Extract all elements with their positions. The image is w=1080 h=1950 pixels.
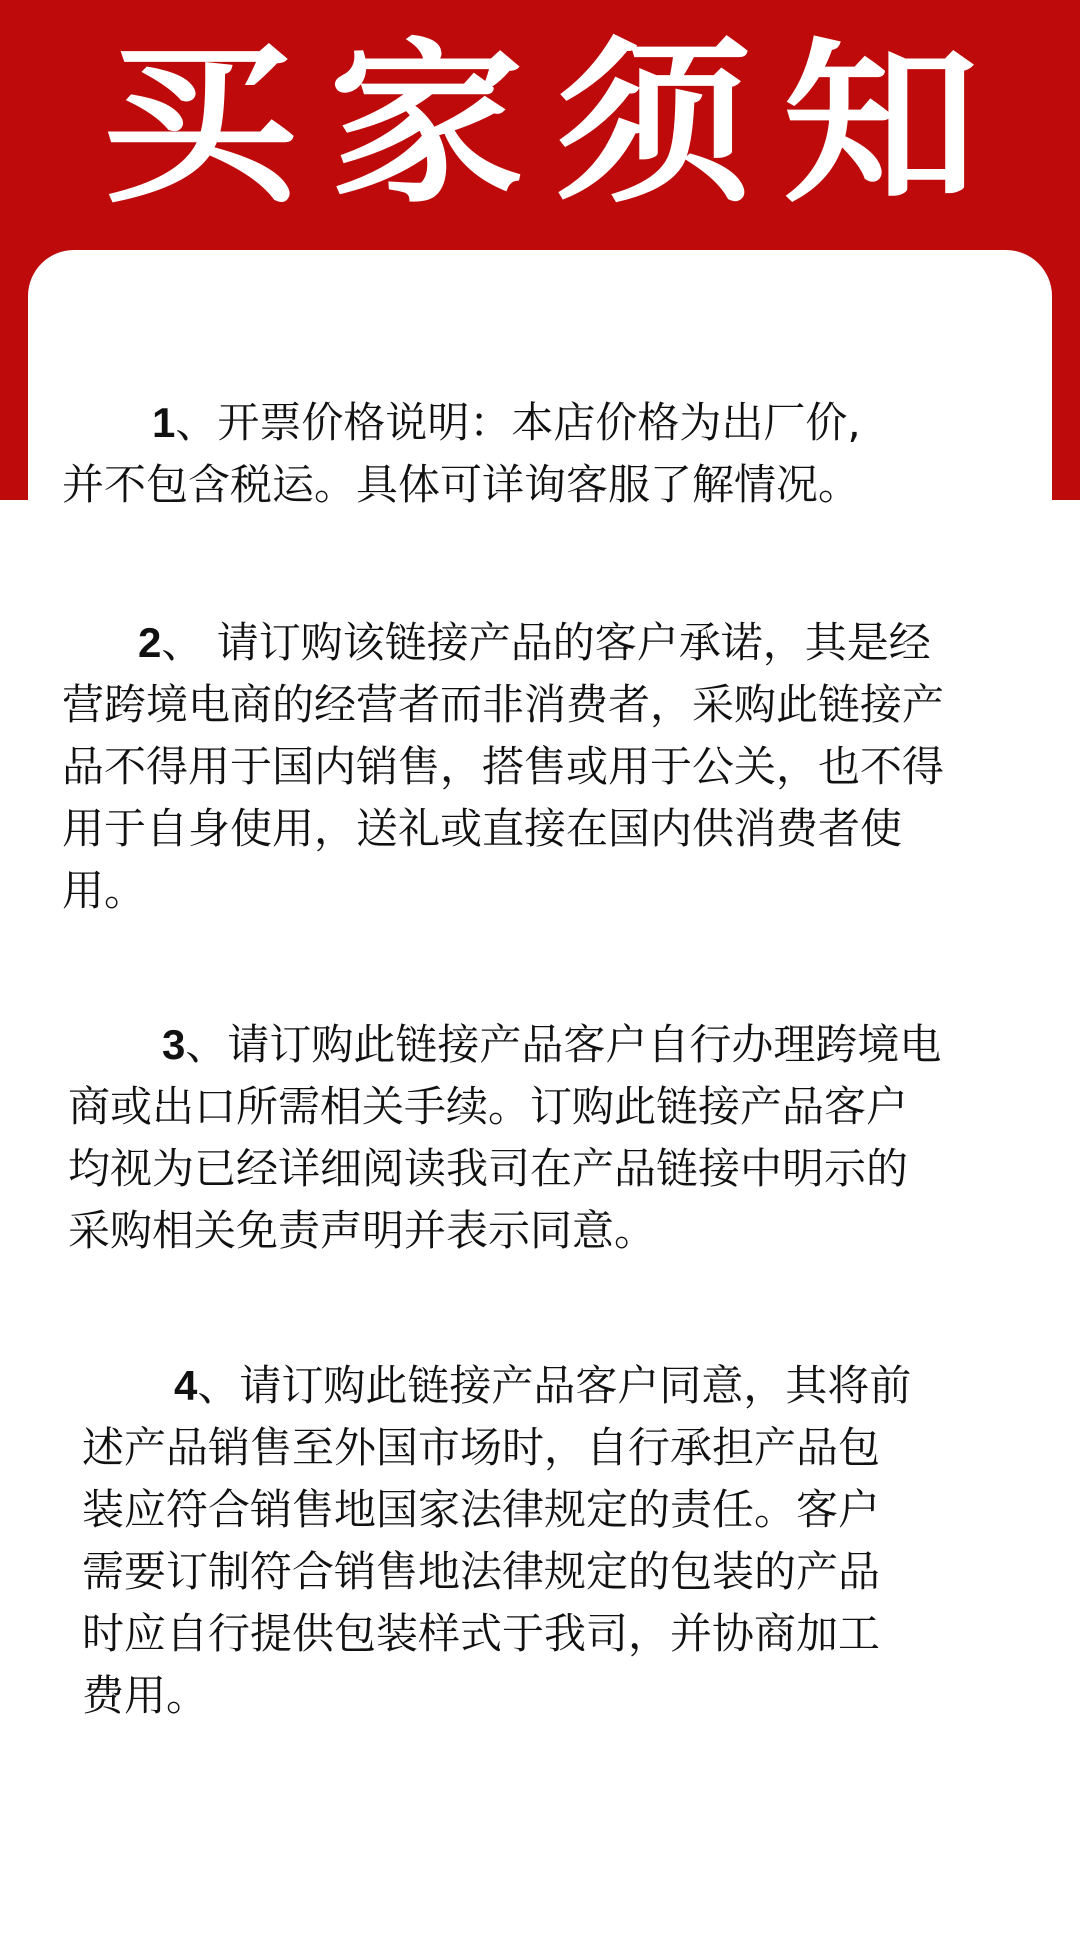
notice-line: 均视为已经详细阅读我司在产品链接中明示的 — [68, 1144, 909, 1193]
notice-line: 费用。 — [82, 1671, 209, 1720]
notice-line: 、开票价格说明：本店价格为出厂价, — [175, 398, 861, 447]
notice-2 — [62, 612, 944, 922]
notice-line: 、请订购此链接产品客户自行办理跨境电 — [185, 1020, 942, 1069]
title-char: 知 — [782, 23, 979, 227]
notice-3 — [68, 1014, 941, 1262]
notice-line: 营跨境电商的经营者而非消费者，采购此链接产 — [62, 680, 945, 729]
notice-line: 用于自身使用，送礼或直接在国内供消费者使 — [62, 804, 903, 853]
notice-number: 3 — [162, 1021, 186, 1068]
notice-number: 4 — [174, 1362, 198, 1409]
notice-line: 装应符合销售地国家法律规定的责任。客户 — [82, 1485, 881, 1534]
title-char: 买 — [101, 23, 298, 227]
notice-line: 、请订购此链接产品客户同意，其将前 — [197, 1361, 912, 1410]
notice-line: 用。 — [62, 866, 147, 915]
notice-line: 采购相关免责声明并表示同意。 — [68, 1206, 657, 1255]
notice-number: 2 — [138, 619, 162, 666]
notice-line: 品不得用于国内销售，搭售或用于公关，也不得 — [62, 742, 945, 791]
notice-line: 时应自行提供包装样式于我司，并协商加工 — [82, 1609, 881, 1658]
notice-line: 、 请订购该链接产品的客户承诺，其是经 — [161, 618, 931, 667]
notice-line: 商或出口所需相关手续。订购此链接产品客户 — [68, 1082, 909, 1131]
notice-number: 1 — [152, 399, 176, 446]
notice-line: 并不包含税运。具体可详询客服了解情况。 — [62, 460, 861, 509]
page-title — [0, 23, 1080, 227]
notice-4 — [82, 1355, 911, 1727]
notice-line: 述产品销售至外国市场时，自行承担产品包 — [82, 1423, 881, 1472]
title-char: 须 — [555, 23, 752, 227]
title-char: 家 — [328, 23, 525, 227]
notice-line: 需要订制符合销售地法律规定的包装的产品 — [82, 1547, 881, 1596]
notice-1 — [62, 392, 861, 516]
